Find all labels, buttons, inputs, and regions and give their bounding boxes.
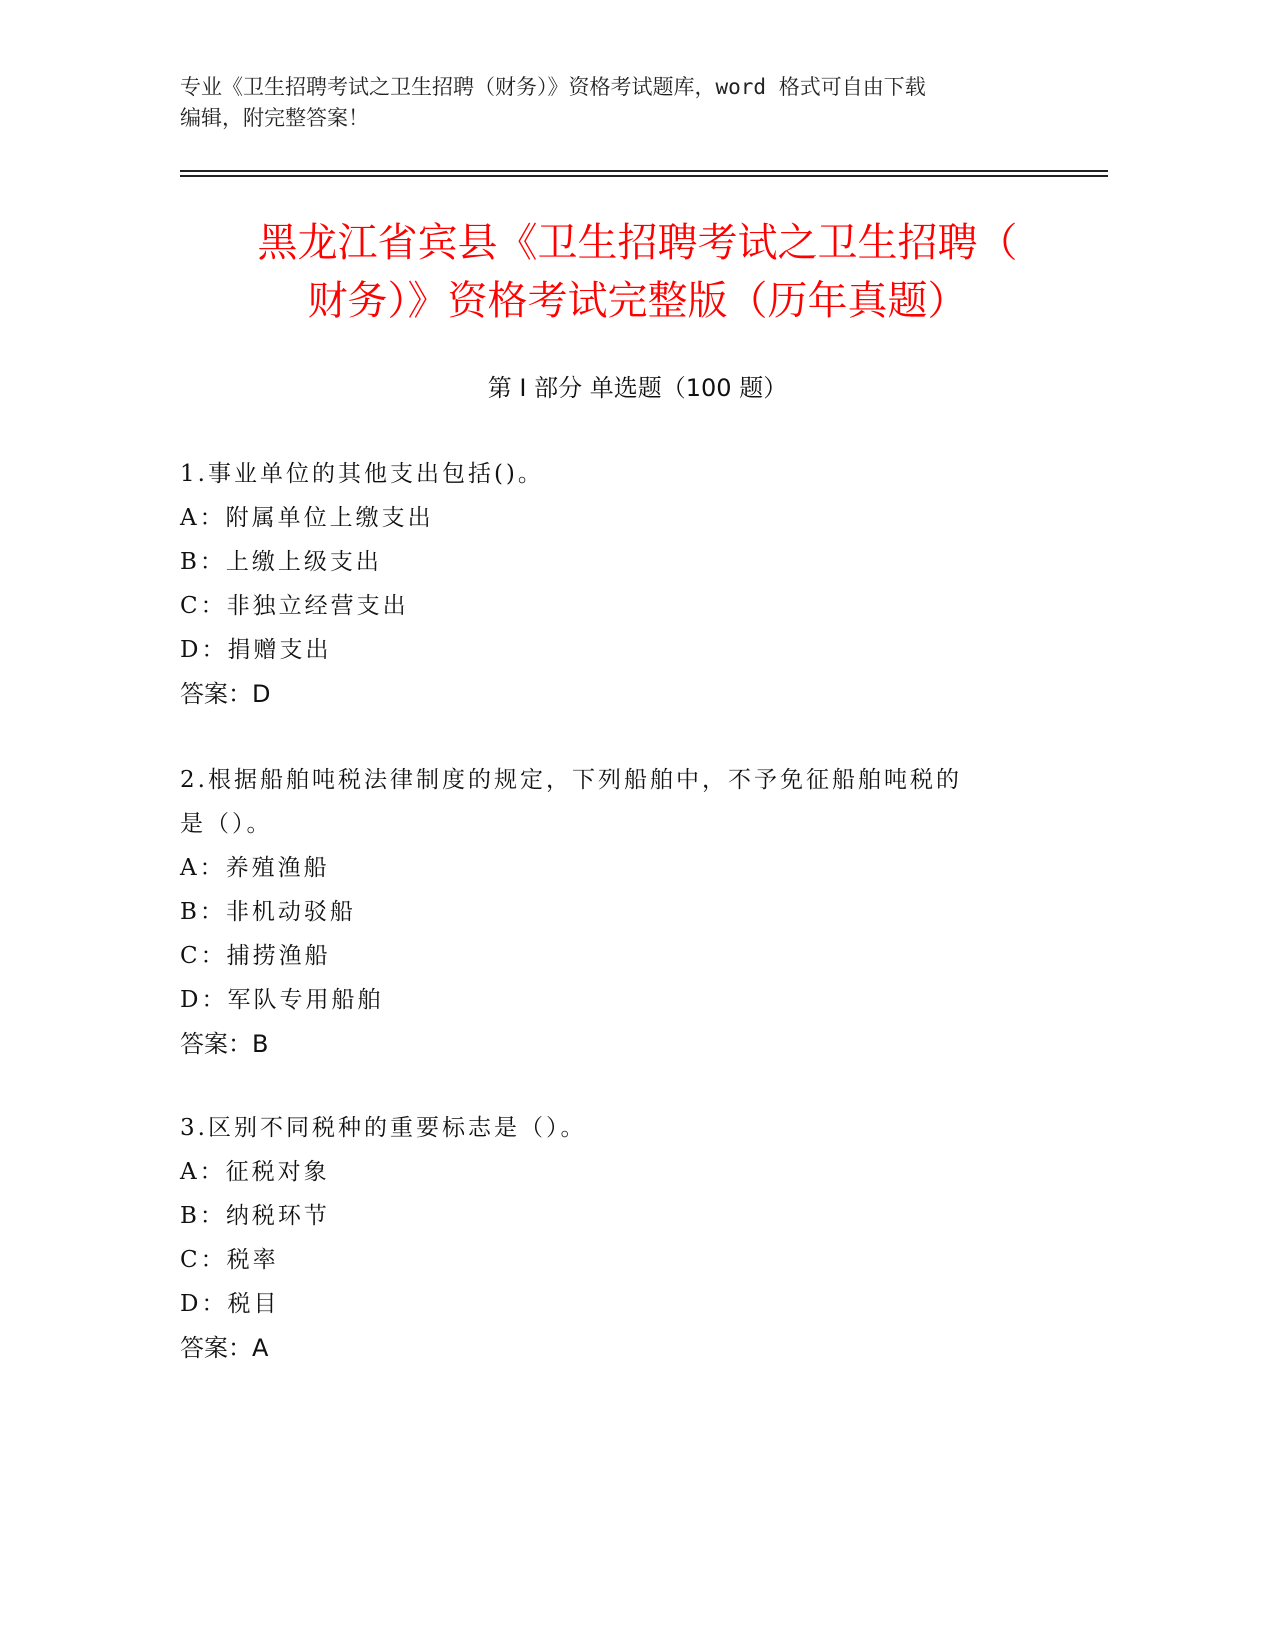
option-a: A：附属单位上缴支出 [180,505,434,531]
option-c: C：税率 [180,1247,279,1273]
document-title-line-1: 黑龙江省宾县《卫生招聘考试之卫生招聘（ [257,220,1018,266]
option-a: A：征税对象 [180,1159,330,1185]
answer: 答案：D [180,680,271,708]
header-note [180,72,1040,134]
answer: 答案：B [180,1030,269,1058]
document-title-line-2: 财务）》资格考试完整版（历年真题） [307,278,968,324]
question-2 [180,758,1080,1066]
question-stem: 1.事业单位的其他支出包括()。 [180,461,544,487]
question-stem: 3.区别不同税种的重要标志是（）。 [180,1115,587,1141]
option-d: D：捐赠支出 [180,637,332,663]
header-note-line-2: 编辑，附完整答案！ [180,106,369,130]
option-d: D：税目 [180,1291,280,1317]
option-d: D：军队专用船舶 [180,987,384,1013]
header-divider-bottom [180,175,1108,177]
header-divider-top [180,170,1108,172]
option-b: B：纳税环节 [180,1203,330,1229]
question-1 [180,452,1080,716]
question-3 [180,1106,1080,1370]
question-stem: 2.根据船舶吨税法律制度的规定，下列船舶中，不予免征船舶吨税的 [180,767,962,793]
answer: 答案：A [180,1334,269,1362]
option-c: C：非独立经营支出 [180,593,409,619]
document-title [150,214,1125,330]
option-c: C：捕捞渔船 [180,943,331,969]
header-note-line-1: 专业《卫生招聘考试之卫生招聘（财务）》资格考试题库，word 格式可自由下载 [180,75,926,99]
option-b: B：非机动驳船 [180,899,356,925]
option-a: A：养殖渔船 [180,855,330,881]
section-heading: 第 I 部分 单选题（100 题） [487,374,788,402]
option-b: B：上缴上级支出 [180,549,382,575]
question-stem-continued: 是（）。 [180,811,273,837]
